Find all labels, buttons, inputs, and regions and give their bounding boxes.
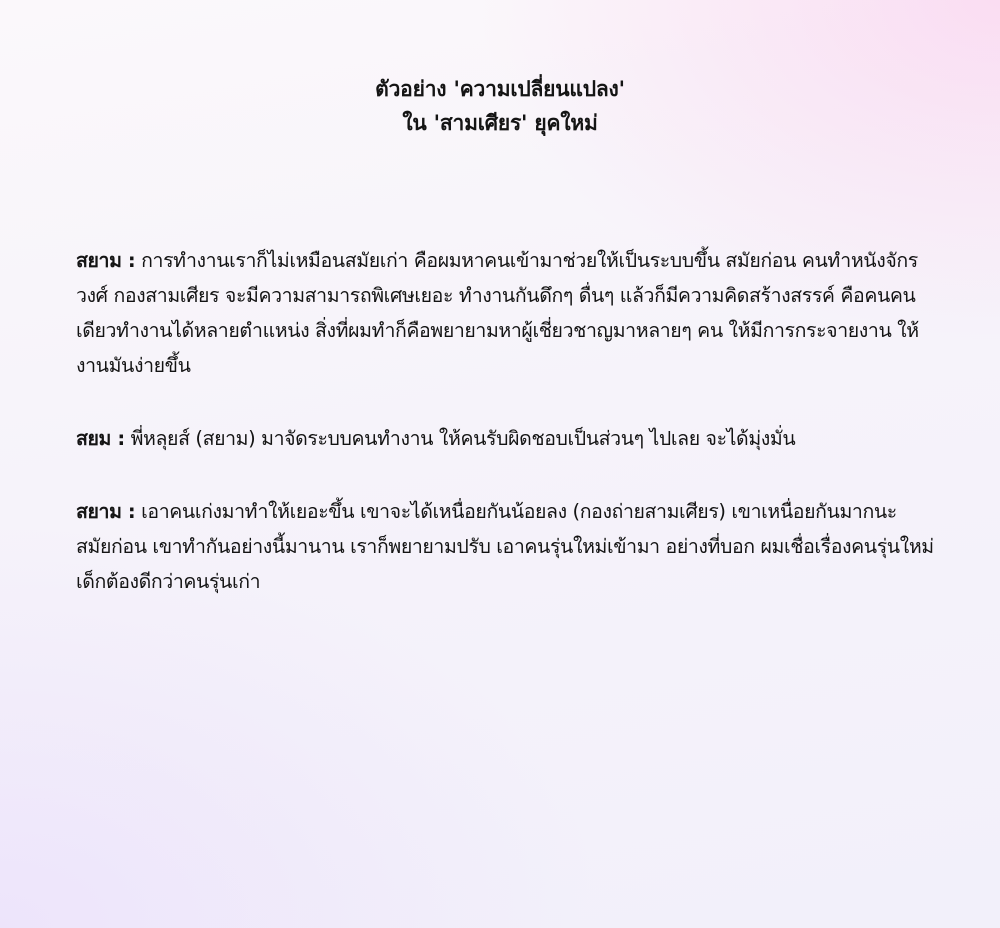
dialogue-paragraph <box>76 243 936 383</box>
dialogue-paragraph <box>76 494 936 599</box>
dialogue-text: เอาคนเก่งมาทำให้เยอะขึ้น เขาจะได้เหนื่อยกันน้อยลง (กองถ่ายสามเศียร) เขาเหนื่อยกันมากนะ สมัยก่อน เขาทำกันอย่างนี้มานาน เราก็พยายามปรับ เอาคนรุ่นใหม่เข้ามา อย่างที่บอก ผมเชื่อเรื่องคนรุ่นใหม่ เด็กต้องดีกว่าคนรุ่นเก่า <box>76 500 934 593</box>
dialogue-text: พี่หลุยส์ (สยาม) มาจัดระบบคนทำงาน ให้คนรับผิดชอบเป็นส่วนๆ ไปเลย จะได้มุ่งมั่น <box>124 427 796 450</box>
speaker-label: สยาม : <box>76 249 136 272</box>
speaker-label: สยาม : <box>76 500 136 523</box>
title-line-2: ใน 'สามเศียร' ยุคใหม่ <box>402 111 598 135</box>
title-line-1: ตัวอย่าง 'ความเปลี่ยนแปลง' <box>375 77 625 101</box>
article-title <box>0 72 1000 140</box>
dialogue-paragraph <box>76 421 936 456</box>
dialogue-text: การทำงานเราก็ไม่เหมือนสมัยเก่า คือผมหาคนเข้ามาช่วยให้เป็นระบบขึ้น สมัยก่อน คนทำหนังจักรวงศ์ กองสามเศียร จะมีความสามารถพิเศษเยอะ ทำงานกันดึกๆ ดื่นๆ แล้วก็มีความคิดสร้างสรรค์ คือคนคนเดียวทำงานได้หลายตำแหน่ง สิ่งที่ผมทำก็คือพยายามหาผู้เชี่ยวชาญมาหลายๆ คน ให้มีการกระจายงาน ให้งานมันง่ายขึ้น <box>76 249 919 377</box>
speaker-label: สยม : <box>76 427 125 450</box>
interview-dialogue <box>76 243 936 637</box>
